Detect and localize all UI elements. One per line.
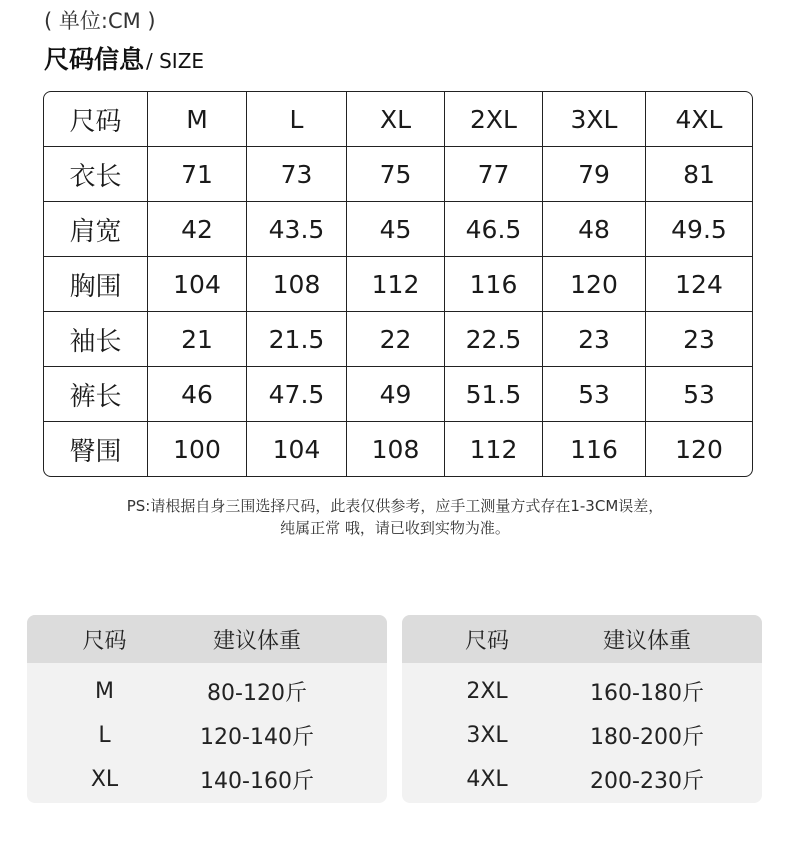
table-cell: 79	[543, 147, 646, 202]
table-cell: 48	[543, 202, 646, 257]
header-cell: 2XL	[445, 92, 543, 147]
table-cell: 21.5	[247, 312, 347, 367]
header-cell: M	[148, 92, 247, 147]
weight-cell: 160-180斤	[590, 680, 704, 706]
header-cell: 3XL	[543, 92, 646, 147]
header-cell: 尺码	[464, 628, 509, 654]
table-row	[27, 713, 387, 757]
table-row	[27, 757, 387, 801]
table-row	[402, 669, 762, 713]
table-cell: 116	[445, 257, 543, 312]
table-cell: 22	[347, 312, 445, 367]
table-cell: 49	[347, 367, 445, 422]
table-cell: 45	[347, 202, 445, 257]
table-cell: 47.5	[247, 367, 347, 422]
table-cell: 100	[148, 422, 247, 476]
weight-cell: 140-160斤	[200, 768, 314, 794]
table-cell: 75	[347, 147, 445, 202]
table-cell: 49.5	[646, 202, 752, 257]
table-cell: 120	[543, 257, 646, 312]
header-cell: 建议体重	[212, 628, 301, 654]
table-cell: 46.5	[445, 202, 543, 257]
table-header-row	[44, 92, 752, 147]
table-cell: 53	[646, 367, 752, 422]
title-sub: / SIZE	[146, 49, 205, 73]
table-cell: 51.5	[445, 367, 543, 422]
header-cell: 尺码	[82, 628, 127, 654]
size-chart-table	[43, 91, 753, 477]
size-cell: 2XL	[466, 678, 508, 704]
weight-cell: 80-120斤	[207, 680, 307, 706]
weight-table-left	[27, 615, 387, 803]
weight-table-header	[402, 615, 762, 663]
header-cell: 建议体重	[602, 628, 691, 654]
table-cell: 42	[148, 202, 247, 257]
table-row	[402, 757, 762, 801]
size-cell: L	[98, 722, 111, 748]
row-label: 臀围	[44, 422, 148, 476]
table-cell: 53	[543, 367, 646, 422]
table-cell: 112	[347, 257, 445, 312]
table-cell: 108	[247, 257, 347, 312]
note-line: PS:请根据自身三围选择尺码，此表仅供参考，应手工测量方式存在1-3CM误差，	[126, 497, 664, 515]
table-cell: 108	[347, 422, 445, 476]
table-row	[44, 257, 752, 312]
page-title	[44, 40, 204, 76]
header-cell: 4XL	[646, 92, 752, 147]
unit-note: ( 单位:CM )	[44, 9, 156, 33]
table-cell: 104	[247, 422, 347, 476]
table-row	[44, 202, 752, 257]
table-cell: 116	[543, 422, 646, 476]
table-row	[44, 422, 752, 476]
row-label: 肩宽	[44, 202, 148, 257]
title-main: 尺码信息	[44, 45, 145, 74]
table-row	[402, 713, 762, 757]
weight-cell: 120-140斤	[200, 724, 314, 750]
table-cell: 23	[543, 312, 646, 367]
note-line: 纯属正常 哦，请已收到实物为准。	[280, 519, 510, 537]
table-row	[44, 147, 752, 202]
table-cell: 46	[148, 367, 247, 422]
weight-table-right	[402, 615, 762, 803]
table-cell: 22.5	[445, 312, 543, 367]
table-cell: 71	[148, 147, 247, 202]
table-cell: 23	[646, 312, 752, 367]
table-cell: 73	[247, 147, 347, 202]
weight-cell: 180-200斤	[590, 724, 704, 750]
table-cell: 124	[646, 257, 752, 312]
header-cell: 尺码	[44, 92, 148, 147]
table-cell: 104	[148, 257, 247, 312]
measurement-note	[60, 495, 730, 539]
size-cell: 3XL	[466, 722, 508, 748]
table-cell: 77	[445, 147, 543, 202]
size-cell: 4XL	[466, 766, 508, 792]
header-cell: L	[247, 92, 347, 147]
size-cell: XL	[90, 766, 119, 792]
table-cell: 120	[675, 434, 723, 464]
row-label: 袖长	[44, 312, 148, 367]
weight-table-header	[27, 615, 387, 663]
size-cell: M	[95, 678, 114, 704]
table-row	[44, 312, 752, 367]
table-cell: 81	[646, 147, 752, 202]
table-cell: 43.5	[247, 202, 347, 257]
table-cell: 21	[148, 312, 247, 367]
table-cell: 112	[445, 422, 543, 476]
table-row	[27, 669, 387, 713]
table-row	[44, 367, 752, 422]
weight-cell: 200-230斤	[590, 768, 704, 794]
row-label: 胸围	[44, 257, 148, 312]
header-cell: XL	[347, 92, 445, 147]
row-label: 裤长	[44, 367, 148, 422]
row-label: 衣长	[44, 147, 148, 202]
